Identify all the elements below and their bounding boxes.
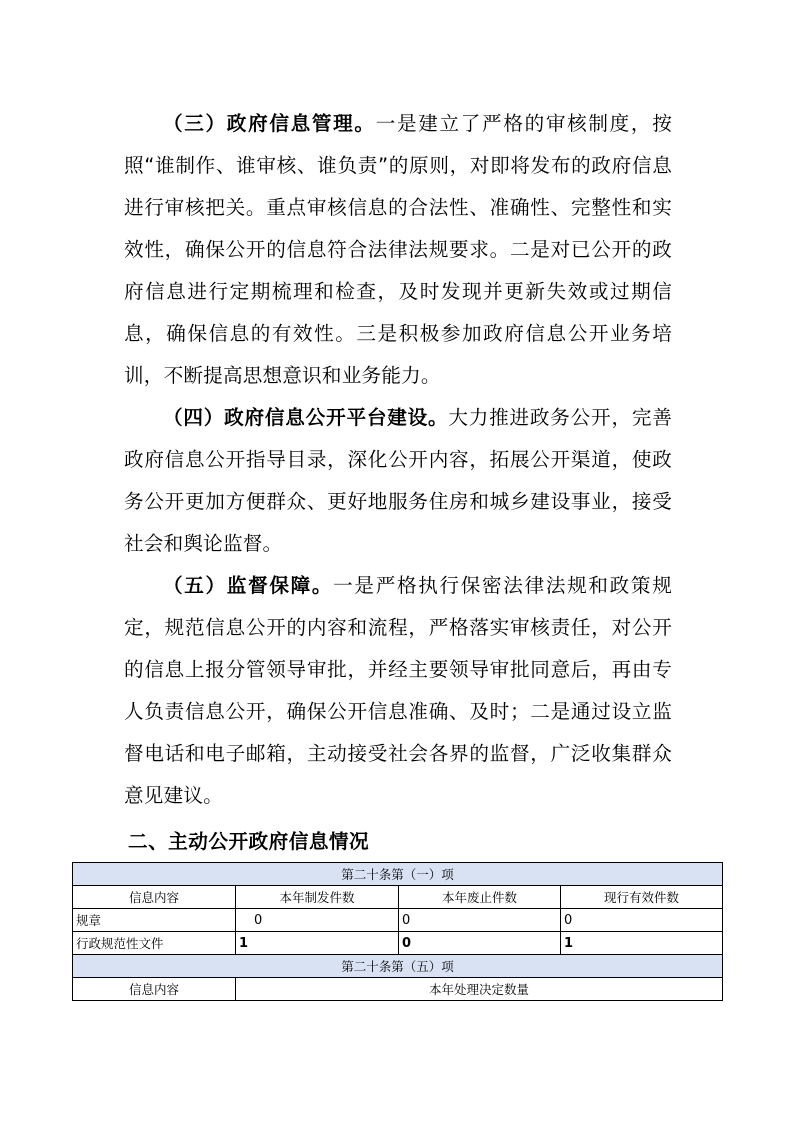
section-title: 二、主动公开政府信息情况 (128, 830, 370, 853)
table-row (73, 909, 723, 932)
column-header: 现行有效件数 (561, 886, 723, 909)
table-section-row (73, 955, 723, 978)
column-header: 本年废止件数 (399, 886, 561, 909)
paragraph-body: 大力推进政务公开，完善政府信息公开指导目录，深化公开内容，拓展公开渠道，使政务公开更加方便群众、更好地服务住房和城乡建设事业，接受社会和舆论监督。 (124, 406, 672, 555)
table-section-title: 第二十条第（一）项 (73, 863, 723, 886)
paragraph-heading: （三）政府信息管理。 (163, 112, 376, 135)
paragraph-body: 一是建立了严格的审核制度，按照“谁制作、谁审核、谁负责”的原则，对即将发布的政府信息进行审核把关。重点审核信息的合法性、准确性、完整性和实效性，确保公开的信息符合法律法规要求。二是对已公开的政府信息进行定期梳理和检查，及时发现并更新失效或过期信息，确保信息的有效性。三是积极参加政府信息公开业务培训，不断提高思想意识和业务能力。 (124, 112, 672, 387)
row-label: 规章 (73, 909, 236, 932)
table-cell: 1 (561, 932, 723, 955)
table-section-row (73, 863, 723, 886)
table-cell: 0 (561, 909, 723, 932)
disclosure-table (72, 862, 723, 1001)
column-header: 信息内容 (73, 886, 236, 909)
table-cell: 0 (236, 909, 399, 932)
paragraph-platform-construction (124, 397, 672, 565)
table-header-row (73, 886, 723, 909)
paragraph-supervision (124, 565, 672, 817)
column-header: 本年处理决定数量 (236, 978, 723, 1001)
row-label: 行政规范性文件 (73, 932, 236, 955)
table-header-row (73, 978, 723, 1001)
paragraph-heading: （四）政府信息公开平台建设。 (163, 406, 449, 429)
paragraph-information-management (124, 103, 672, 397)
column-header: 信息内容 (73, 978, 236, 1001)
column-header: 本年制发件数 (236, 886, 399, 909)
table-cell: 0 (399, 932, 561, 955)
table-section-title: 第二十条第（五）项 (73, 955, 723, 978)
table-row (73, 932, 723, 955)
table-cell: 0 (399, 909, 561, 932)
paragraph-body: 一是严格执行保密法律法规和政策规定，规范信息公开的内容和流程，严格落实审核责任，对公开的信息上报分管领导审批，并经主要领导审批同意后，再由专人负责信息公开，确保公开信息准确、及时；二是通过设立监督电话和电子邮箱，主动接受社会各界的监督，广泛收集群众意见建议。 (124, 574, 672, 807)
table-cell: 1 (236, 932, 399, 955)
paragraph-heading: （五）监督保障。 (163, 574, 334, 597)
